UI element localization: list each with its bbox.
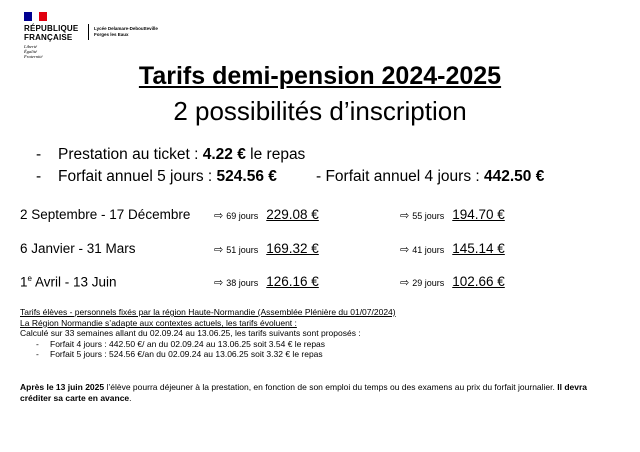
right-arrow-icon: ⇨: [214, 244, 224, 256]
option-forfait5-amount: 524.56 €: [216, 168, 277, 185]
flag-blue-band: [24, 12, 32, 21]
lycee-town: Forges les Eaux: [94, 32, 129, 37]
tarifs-notes: [20, 307, 620, 360]
period-row: [20, 274, 620, 294]
lycee-name: Lycée Delamare-Deboutteville: [94, 26, 158, 31]
option-forfait5-label: Forfait annuel 5 jours :: [58, 168, 217, 185]
period-5-jours: [214, 207, 319, 222]
right-arrow-icon: ⇨: [400, 210, 410, 222]
final-bold-date: Après le 13 juin 2025: [20, 382, 105, 392]
final-text: l’élève pourra déjeuner à la prestation, en fonction de son emploi du temps ou des examens au prix du forfait journalier.: [104, 382, 558, 392]
option-ticket-label: Prestation au ticket :: [58, 146, 203, 163]
republique-line2: FRANÇAISE: [24, 33, 73, 42]
period-4-jours: [400, 274, 505, 289]
period-days-4: 29 jours: [412, 278, 445, 288]
period-price-5: 229.08 €: [266, 207, 319, 222]
french-flag-icon: [24, 12, 47, 21]
header-divider: [88, 24, 89, 40]
option-ticket-suffix: le repas: [245, 146, 306, 163]
period-5-jours: [214, 274, 319, 289]
page-subtitle: 2 possibilités d’inscription: [173, 96, 467, 126]
option-ticket: [36, 146, 305, 164]
period-label: [20, 274, 117, 290]
period-days-4: 55 jours: [412, 211, 445, 221]
flag-red-band: [39, 12, 47, 21]
option-ticket-amount: 4.22 €: [202, 146, 246, 163]
flag-white-band: [32, 12, 40, 21]
option-forfait4-amount: 442.50 €: [484, 168, 545, 185]
list-item: - Forfait 4 jours : 442.50 €/ an du 02.09.24 au 13.06.25 soit 3.54 € le repas: [36, 339, 620, 350]
period-price-4: 102.66 €: [452, 274, 505, 289]
right-arrow-icon: ⇨: [214, 277, 224, 289]
list-item: - Forfait 5 jours : 524.56 €/an du 02.09.24 au 13.06.25 soit 3.32 € le repas: [36, 349, 620, 360]
option-forfait-5-jours: [36, 168, 277, 186]
option-dash: -: [36, 168, 42, 185]
final-bold-credit: Il devra créditer sa carte en avance: [20, 382, 588, 403]
notes-bullet-list: [20, 339, 620, 360]
period-label-rest: Avril - 13 Juin: [31, 274, 117, 290]
page-title: Tarifs demi-pension 2024-2025: [138, 62, 502, 90]
period-days-4: 41 jours: [412, 245, 445, 255]
republique-line1: RÉPUBLIQUE: [24, 24, 79, 33]
period-days-5: 38 jours: [226, 278, 259, 288]
option-dash: -: [36, 146, 42, 163]
period-price-5: 169.32 €: [266, 241, 319, 256]
right-arrow-icon: ⇨: [400, 244, 410, 256]
final-paragraph: [20, 382, 620, 404]
period-price-4: 145.14 €: [452, 241, 505, 256]
period-price-5: 126.16 €: [266, 274, 319, 289]
period-label: 6 Janvier - 31 Mars: [20, 241, 136, 256]
period-label-day: 1: [20, 274, 28, 290]
devise-fraternite: Fraternité: [24, 54, 43, 59]
final-period: .: [129, 393, 132, 403]
period-4-jours: [400, 207, 505, 222]
period-label: 2 Septembre - 17 Décembre: [20, 207, 191, 222]
period-5-jours: [214, 241, 319, 256]
devise-egalite: Égalité: [24, 49, 37, 54]
option-forfait4-label: Forfait annuel 4 jours :: [325, 168, 484, 185]
period-label-sup: e: [27, 274, 32, 283]
option-forfait-4-jours: [316, 168, 544, 186]
period-row: [20, 207, 620, 227]
notes-line-adapte: La Région Normandie s’adapte aux contextes actuels, les tarifs évoluent :: [20, 317, 297, 328]
notes-line-region: Tarifs élèves - personnels fixés par la région Haute-Normandie (Assemblée Plénière du 01/07/2024): [20, 307, 396, 317]
notes-line-calcul: Calculé sur 33 semaines allant du 02.09.24 au 13.06.25, les tarifs suivants sont proposés :: [20, 328, 361, 339]
right-arrow-icon: ⇨: [400, 277, 410, 289]
period-4-jours: [400, 241, 505, 256]
period-days-5: 69 jours: [226, 211, 259, 221]
option-dash: -: [316, 168, 326, 185]
period-row: [20, 241, 620, 261]
period-days-5: 51 jours: [226, 245, 259, 255]
right-arrow-icon: ⇨: [214, 210, 224, 222]
devise-liberte: Liberté: [24, 44, 37, 49]
period-price-4: 194.70 €: [452, 207, 505, 222]
